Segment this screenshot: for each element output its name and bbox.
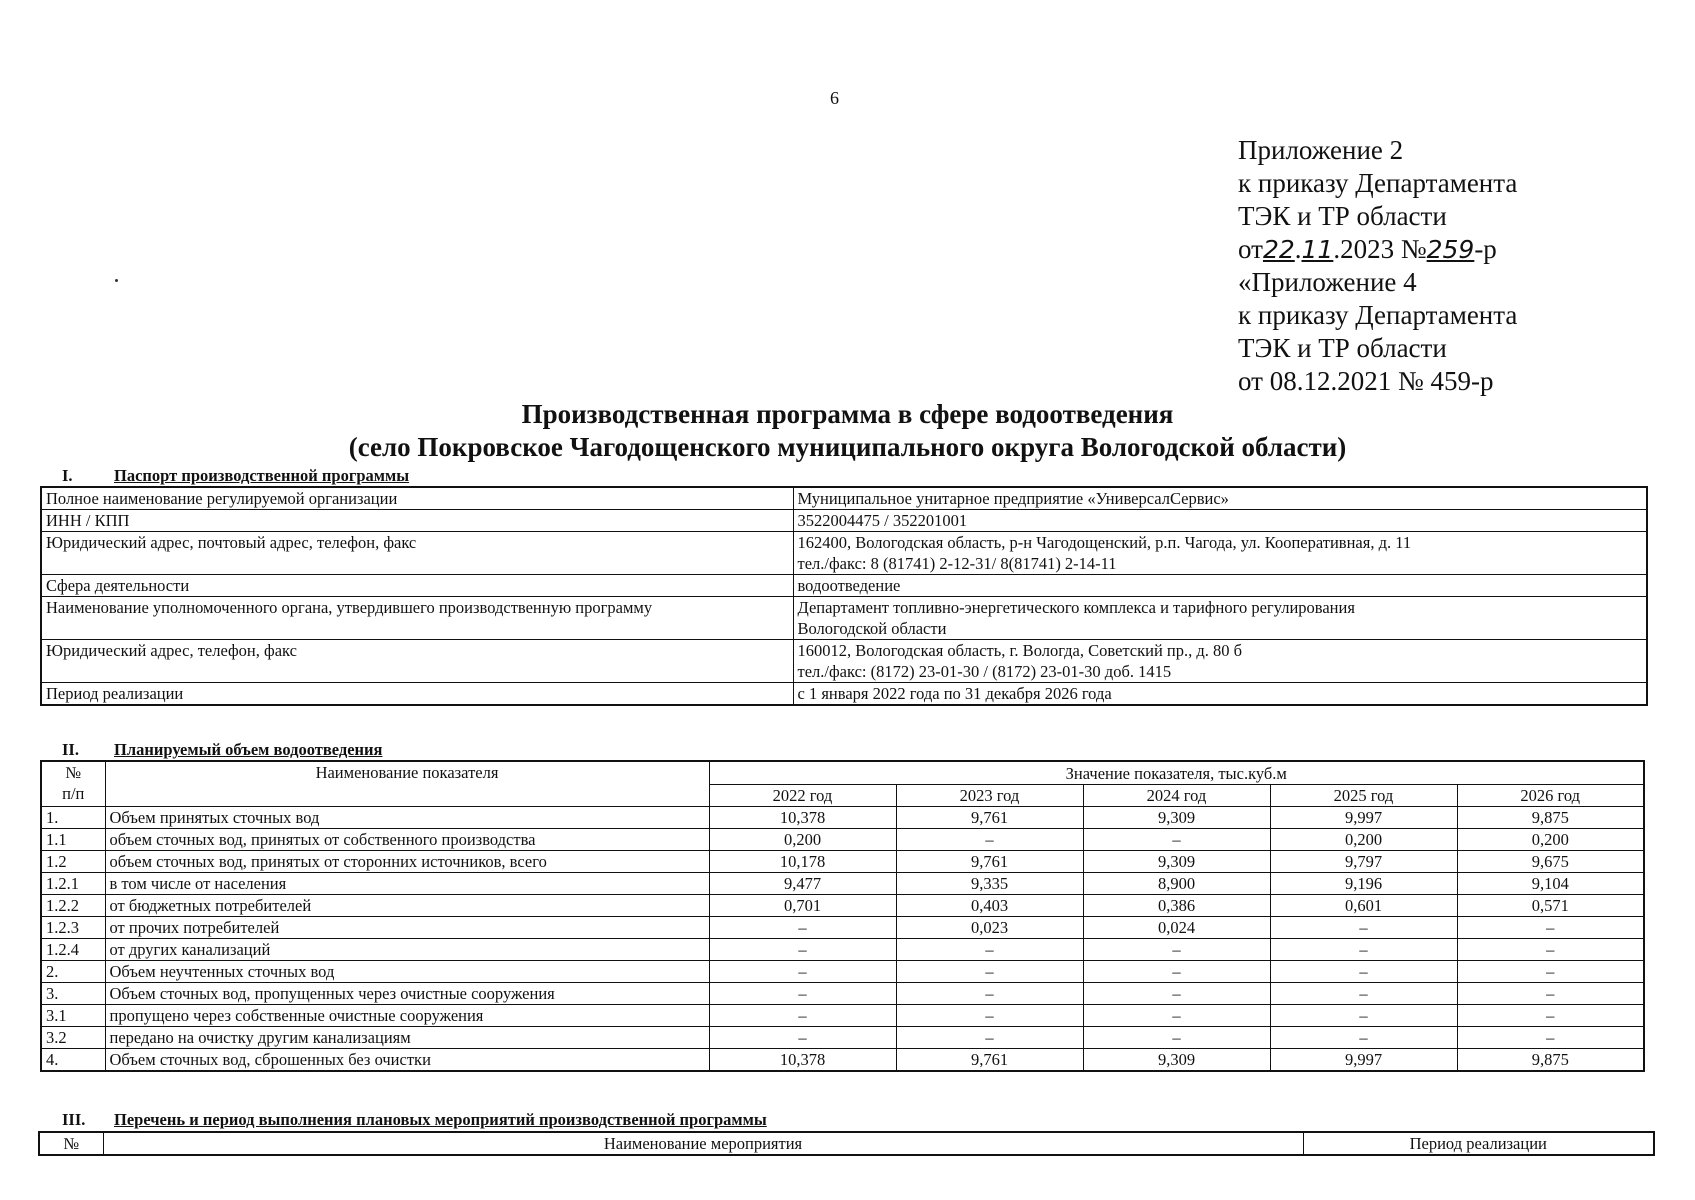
- handwritten-day: 22: [1262, 235, 1295, 264]
- value-cell: –: [1270, 1027, 1457, 1049]
- indicator-name: в том числе от населения: [105, 873, 709, 895]
- document-title: [0, 398, 1695, 464]
- section-3-heading: III. Перечень и период выполнения плановых мероприятий производственной программы: [62, 1110, 767, 1129]
- year-header: 2023 год: [896, 784, 1083, 807]
- passport-value: с 1 января 2022 года по 31 декабря 2026 года: [793, 683, 1647, 706]
- value-cell: 9,761: [896, 1049, 1083, 1072]
- row-number: 1.2.4: [41, 939, 105, 961]
- indicator-name: пропущено через собственные очистные сооружения: [105, 1005, 709, 1027]
- value-cell: –: [709, 917, 896, 939]
- value-cell: –: [1270, 939, 1457, 961]
- appendix-line: ТЭК и ТР области: [1238, 201, 1447, 231]
- value-cell: –: [896, 1005, 1083, 1027]
- indicator-name: от других канализаций: [105, 939, 709, 961]
- passport-table: [40, 486, 1648, 706]
- passport-label: Юридический адрес, почтовый адрес, телефон, факс: [41, 532, 793, 575]
- passport-label: Сфера деятельности: [41, 575, 793, 597]
- value-cell: –: [709, 961, 896, 983]
- value-cell: 0,403: [896, 895, 1083, 917]
- passport-label: Юридический адрес, телефон, факс: [41, 640, 793, 683]
- section-1-heading: I. Паспорт производственной программы: [62, 466, 410, 485]
- value-cell: 9,875: [1457, 807, 1644, 829]
- value-cell: 9,675: [1457, 851, 1644, 873]
- col-measure-header: Наименование мероприятия: [103, 1132, 1303, 1155]
- value-cell: –: [1083, 829, 1270, 851]
- row-number: 4.: [41, 1049, 105, 1072]
- value-cell: 0,601: [1270, 895, 1457, 917]
- value-cell: –: [896, 1027, 1083, 1049]
- passport-row: [41, 683, 1647, 706]
- volume-table: [40, 760, 1645, 1072]
- title-line-2: (село Покровское Чагодощенского муниципального округа Вологодской области): [348, 432, 1347, 462]
- value-cell: –: [1457, 917, 1644, 939]
- value-cell: –: [1270, 917, 1457, 939]
- value-cell: 0,200: [709, 829, 896, 851]
- value-cell: 10,378: [709, 1049, 896, 1072]
- value-cell: 10,178: [709, 851, 896, 873]
- passport-value: 160012, Вологодская область, г. Вологда, Советский пр., д. 80 б тел./факс: (8172) 23-01-30 / (8172) 23-01-30 доб. 1415: [793, 640, 1647, 683]
- value-cell: –: [1270, 1005, 1457, 1027]
- table-row: [41, 895, 1644, 917]
- table-row: [41, 1049, 1644, 1072]
- indicator-name: Объем принятых сточных вод: [105, 807, 709, 829]
- table-row: [41, 983, 1644, 1005]
- appendix-line: от 08.12.2021 № 459-р: [1238, 366, 1494, 396]
- value-cell: 0,024: [1083, 917, 1270, 939]
- indicator-name: объем сточных вод, принятых от сторонних источников, всего: [105, 851, 709, 873]
- page-number: 6: [830, 88, 839, 108]
- value-cell: 9,196: [1270, 873, 1457, 895]
- value-cell: 0,023: [896, 917, 1083, 939]
- value-cell: –: [1083, 1027, 1270, 1049]
- value-cell: –: [1457, 961, 1644, 983]
- year-header: 2024 год: [1083, 784, 1270, 807]
- table-row: [41, 873, 1644, 895]
- value-cell: –: [709, 1027, 896, 1049]
- year-header: 2026 год: [1457, 784, 1644, 807]
- table-row: [41, 1027, 1644, 1049]
- value-cell: 9,309: [1083, 807, 1270, 829]
- indicator-name: объем сточных вод, принятых от собственного производства: [105, 829, 709, 851]
- value-cell: 9,761: [896, 851, 1083, 873]
- passport-value: 3522004475 / 352201001: [793, 510, 1647, 532]
- row-number: 1.: [41, 807, 105, 829]
- title-line-1: Производственная программа в сфере водоотведения: [521, 399, 1174, 429]
- value-cell: 9,477: [709, 873, 896, 895]
- passport-label: Наименование уполномоченного органа, утвердившего производственную программу: [41, 597, 793, 640]
- value-cell: 0,200: [1270, 829, 1457, 851]
- passport-row: [41, 510, 1647, 532]
- value-cell: 0,200: [1457, 829, 1644, 851]
- value-cell: 9,335: [896, 873, 1083, 895]
- value-cell: –: [1083, 961, 1270, 983]
- table-row: [41, 961, 1644, 983]
- table-row: [41, 829, 1644, 851]
- passport-row: [41, 575, 1647, 597]
- value-cell: 9,997: [1270, 1049, 1457, 1072]
- indicator-name: передано на очистку другим канализациям: [105, 1027, 709, 1049]
- row-number: 1.2.1: [41, 873, 105, 895]
- table-row: [41, 807, 1644, 829]
- value-cell: 9,309: [1083, 851, 1270, 873]
- passport-value: водоотведение: [793, 575, 1647, 597]
- value-cell: –: [1270, 983, 1457, 1005]
- section-2-heading: II. Планируемый объем водоотведения: [62, 740, 383, 759]
- passport-row: [41, 532, 1647, 575]
- value-cell: –: [896, 961, 1083, 983]
- passport-value: Муниципальное унитарное предприятие «УниверсалСервис»: [793, 487, 1647, 510]
- handwritten-month: 11: [1301, 235, 1334, 264]
- table-row: [41, 939, 1644, 961]
- appendix-line: «Приложение 4: [1238, 267, 1417, 297]
- value-cell: 10,378: [709, 807, 896, 829]
- passport-row: [41, 597, 1647, 640]
- col-value-header: Значение показателя, тыс.куб.м: [709, 761, 1644, 784]
- measures-table: [38, 1131, 1655, 1156]
- indicator-name: Объем сточных вод, сброшенных без очистки: [105, 1049, 709, 1072]
- table-row: [41, 851, 1644, 873]
- passport-row: [41, 487, 1647, 510]
- passport-label: Полное наименование регулируемой организации: [41, 487, 793, 510]
- indicator-name: Объем неучтенных сточных вод: [105, 961, 709, 983]
- value-cell: –: [1457, 1005, 1644, 1027]
- passport-value: Департамент топливно-энергетического комплекса и тарифного регулирования Вологодской области: [793, 597, 1647, 640]
- col-num-header: № п/п: [41, 761, 105, 807]
- value-cell: –: [709, 1005, 896, 1027]
- indicator-name: Объем сточных вод, пропущенных через очистные сооружения: [105, 983, 709, 1005]
- row-number: 1.2: [41, 851, 105, 873]
- appendix-date-line: от22.11.2023 №259-р: [1238, 234, 1497, 264]
- scan-speck: [115, 279, 118, 282]
- value-cell: 9,761: [896, 807, 1083, 829]
- year-header: 2022 год: [709, 784, 896, 807]
- value-cell: –: [1457, 1027, 1644, 1049]
- passport-row: [41, 640, 1647, 683]
- value-cell: 9,104: [1457, 873, 1644, 895]
- value-cell: 0,571: [1457, 895, 1644, 917]
- col-name-header: Наименование показателя: [105, 761, 709, 807]
- row-number: 3.1: [41, 1005, 105, 1027]
- row-number: 1.2.2: [41, 895, 105, 917]
- appendix-block: [1238, 134, 1517, 398]
- value-cell: –: [1083, 939, 1270, 961]
- value-cell: –: [1457, 983, 1644, 1005]
- passport-label: Период реализации: [41, 683, 793, 706]
- passport-label: ИНН / КПП: [41, 510, 793, 532]
- value-cell: 9,797: [1270, 851, 1457, 873]
- appendix-line: к приказу Департамента: [1238, 168, 1518, 198]
- handwritten-number: 259: [1426, 235, 1475, 264]
- indicator-name: от бюджетных потребителей: [105, 895, 709, 917]
- col-num-header: №: [39, 1132, 103, 1155]
- col-period-header: Период реализации: [1303, 1132, 1654, 1155]
- value-cell: –: [1083, 1005, 1270, 1027]
- table-row: [41, 1005, 1644, 1027]
- value-cell: 9,309: [1083, 1049, 1270, 1072]
- appendix-line: ТЭК и ТР области: [1238, 333, 1447, 363]
- row-number: 3.2: [41, 1027, 105, 1049]
- row-number: 1.2.3: [41, 917, 105, 939]
- value-cell: 9,875: [1457, 1049, 1644, 1072]
- appendix-line: Приложение 2: [1238, 135, 1404, 165]
- value-cell: –: [709, 939, 896, 961]
- row-number: 2.: [41, 961, 105, 983]
- row-number: 1.1: [41, 829, 105, 851]
- value-cell: 0,386: [1083, 895, 1270, 917]
- value-cell: –: [896, 939, 1083, 961]
- row-number: 3.: [41, 983, 105, 1005]
- indicator-name: от прочих потребителей: [105, 917, 709, 939]
- value-cell: 0,701: [709, 895, 896, 917]
- year-header: 2025 год: [1270, 784, 1457, 807]
- value-cell: –: [1083, 983, 1270, 1005]
- value-cell: 8,900: [1083, 873, 1270, 895]
- value-cell: –: [1270, 961, 1457, 983]
- passport-value: 162400, Вологодская область, р-н Чагодощенский, р.п. Чагода, ул. Кооперативная, д. 11 тел./факс: 8 (81741) 2-12-31/ 8(81741) 2-14-11: [793, 532, 1647, 575]
- value-cell: –: [896, 829, 1083, 851]
- value-cell: –: [896, 983, 1083, 1005]
- value-cell: 9,997: [1270, 807, 1457, 829]
- value-cell: –: [709, 983, 896, 1005]
- appendix-line: к приказу Департамента: [1238, 300, 1518, 330]
- table-row: [41, 917, 1644, 939]
- value-cell: –: [1457, 939, 1644, 961]
